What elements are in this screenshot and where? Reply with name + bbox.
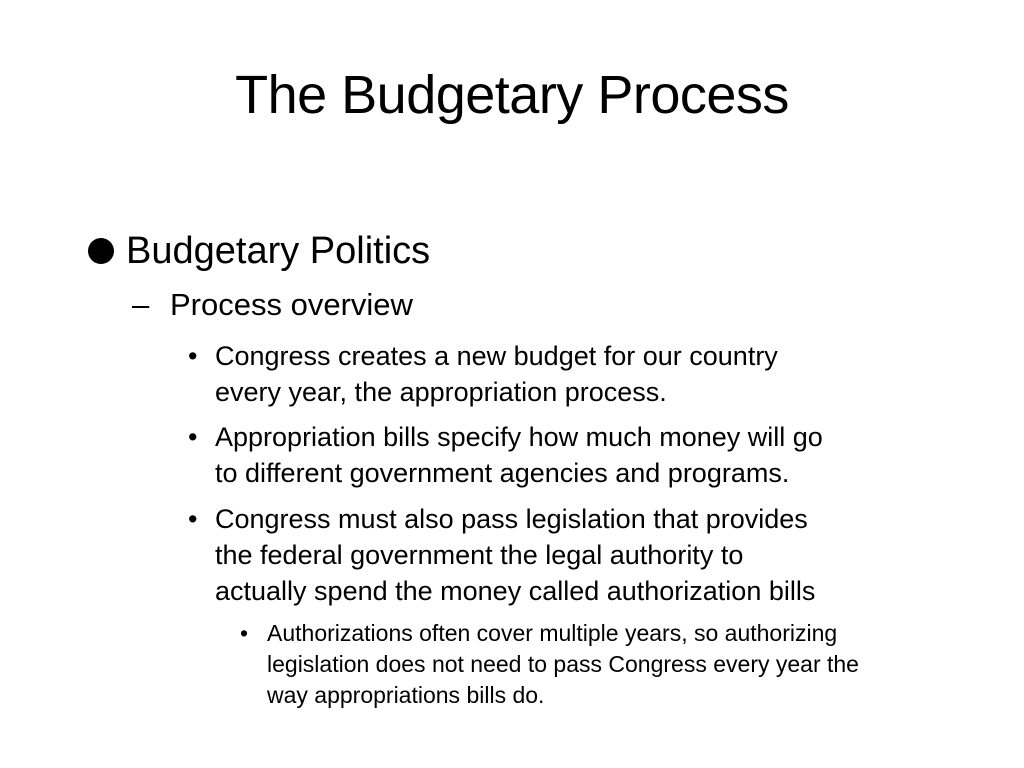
bullet-level4-item xyxy=(240,618,960,711)
dot-bullet-icon: • xyxy=(188,422,198,452)
bullet-level2 xyxy=(132,284,413,326)
bullet-level3-item xyxy=(188,419,948,491)
dot-bullet-icon: • xyxy=(240,620,249,646)
dot-bullet-icon: • xyxy=(188,341,198,371)
bullet-level3-item xyxy=(188,338,948,410)
bullet-line: Appropriation bills specify how much money will go xyxy=(215,422,823,452)
bullet-level1-text: Budgetary Politics xyxy=(126,230,431,272)
bullet-level3-item xyxy=(188,501,948,609)
bullet-line: Congress creates a new budget for our country xyxy=(215,341,778,371)
bullet-line: actually spend the money called authorization bills xyxy=(215,576,816,606)
bullet-line: every year, the appropriation process. xyxy=(215,377,667,407)
bullet-level2-text: Process overview xyxy=(170,287,413,322)
bullet-line: to different government agencies and programs. xyxy=(215,458,790,488)
bullet-line: Congress must also pass legislation that provides xyxy=(215,504,808,534)
bullet-line: way appropriations bills do. xyxy=(267,682,545,708)
filled-circle-bullet-icon xyxy=(88,238,114,264)
slide-title: The Budgetary Process xyxy=(235,65,789,125)
bullet-level1 xyxy=(88,226,430,276)
dot-bullet-icon: • xyxy=(188,504,198,534)
bullet-line: legislation does not need to pass Congress every year the xyxy=(267,651,859,677)
bullet-line: the federal government the legal authority to xyxy=(215,540,744,570)
bullet-line: Authorizations often cover multiple years, so authorizing xyxy=(267,620,838,646)
dash-bullet-icon: – xyxy=(132,287,150,322)
